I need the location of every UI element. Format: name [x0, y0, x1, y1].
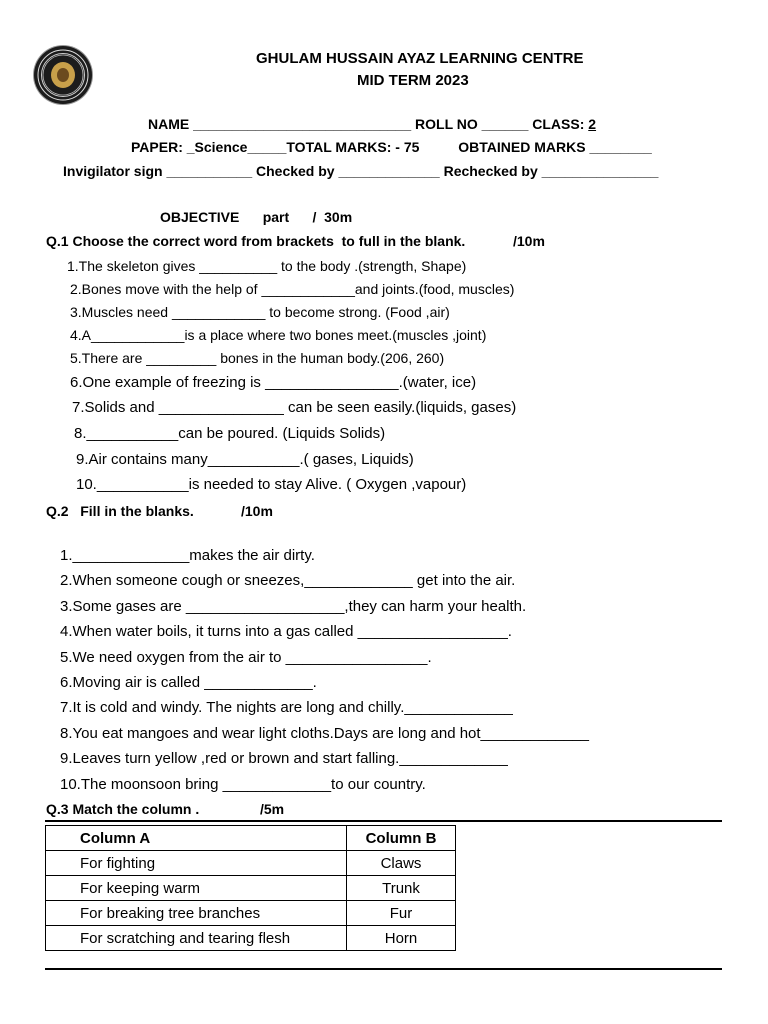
paper-marks-line: PAPER: _Science_____TOTAL MARKS: - 75 OBTAINED MARKS ________: [131, 139, 652, 155]
column-a-cell: For keeping warm: [46, 876, 347, 901]
name-roll-label: NAME ____________________________ ROLL NO ______ CLASS:: [148, 116, 589, 132]
q1-item: 9.Air contains many___________.( gases, Liquids): [76, 451, 414, 468]
bottom-divider-line: [45, 968, 722, 970]
q2-marks: /10m: [241, 503, 273, 519]
q1-item: 5.There are _________ bones in the human body.(206, 260): [70, 350, 445, 366]
table-header-row: [46, 826, 456, 851]
column-b-header: Column B: [347, 826, 456, 851]
table-row: [46, 851, 456, 876]
q2-item: 2.When someone cough or sneezes,_____________ get into the air.: [60, 572, 516, 589]
column-a-cell: For fighting: [46, 851, 347, 876]
q1-item: 2.Bones move with the help of ____________and joints.(food, muscles): [70, 281, 515, 297]
column-a-cell: For scratching and tearing flesh: [46, 926, 347, 951]
column-b-cell: Trunk: [347, 876, 456, 901]
table-row: [46, 926, 456, 951]
q1-item: 3.Muscles need ____________ to become strong. (Food ,air): [70, 304, 450, 320]
q1-item: 1.The skeleton gives __________ to the body .(strength, Shape): [67, 258, 467, 274]
q1-marks: /10m: [513, 233, 545, 249]
school-name: GHULAM HUSSAIN AYAZ LEARNING CENTRE: [256, 50, 584, 67]
q1-title: Q.1 Choose the correct word from brackets to full in the blank.: [46, 233, 466, 249]
q1-item: 4.A____________is a place where two bones meet.(muscles ,joint): [70, 327, 487, 343]
objective-heading: OBJECTIVE part / 30m: [160, 209, 353, 225]
q3-title: Q.3 Match the column .: [46, 801, 200, 817]
signatures-line: Invigilator sign ___________ Checked by _____________ Rechecked by _______________: [63, 163, 659, 179]
q2-item: 4.When water boils, it turns into a gas called __________________.: [60, 623, 512, 640]
q1-item: 10.___________is needed to stay Alive. ( Oxygen ,vapour): [76, 476, 467, 493]
q1-item: 8.___________can be poured. (Liquids Solids): [74, 425, 386, 442]
match-table: [45, 825, 456, 951]
exam-title: MID TERM 2023: [357, 72, 469, 89]
q2-item: 5.We need oxygen from the air to _________________.: [60, 649, 432, 666]
q3-marks: /5m: [260, 801, 285, 817]
q1-item: 6.One example of freezing is ________________.(water, ice): [70, 374, 477, 391]
name-roll-class-line: [148, 116, 596, 132]
column-b-cell: Claws: [347, 851, 456, 876]
column-a-header: Column A: [46, 826, 347, 851]
column-b-cell: Horn: [347, 926, 456, 951]
q2-item: 6.Moving air is called _____________.: [60, 674, 317, 691]
table-row: [46, 876, 456, 901]
q2-item: 8.You eat mangoes and wear light cloths.Days are long and hot_____________: [60, 725, 590, 742]
q2-item: 9.Leaves turn yellow ,red or brown and start falling._____________: [60, 750, 508, 767]
school-logo: [34, 46, 92, 104]
q2-item: 3.Some gases are ___________________,they can harm your health.: [60, 598, 527, 615]
column-a-cell: For breaking tree branches: [46, 901, 347, 926]
q2-item: 7.It is cold and windy. The nights are long and chilly._____________: [60, 699, 513, 716]
q1-item: 7.Solids and _______________ can be seen easily.(liquids, gases): [72, 399, 517, 416]
divider-line: [45, 820, 722, 822]
q2-item: 10.The moonsoon bring _____________to our country.: [60, 776, 426, 793]
table-row: [46, 901, 456, 926]
q2-item: 1.______________makes the air dirty.: [60, 547, 315, 564]
column-b-cell: Fur: [347, 901, 456, 926]
q2-title: Q.2 Fill in the blanks.: [46, 503, 194, 519]
class-value: 2: [588, 116, 597, 132]
